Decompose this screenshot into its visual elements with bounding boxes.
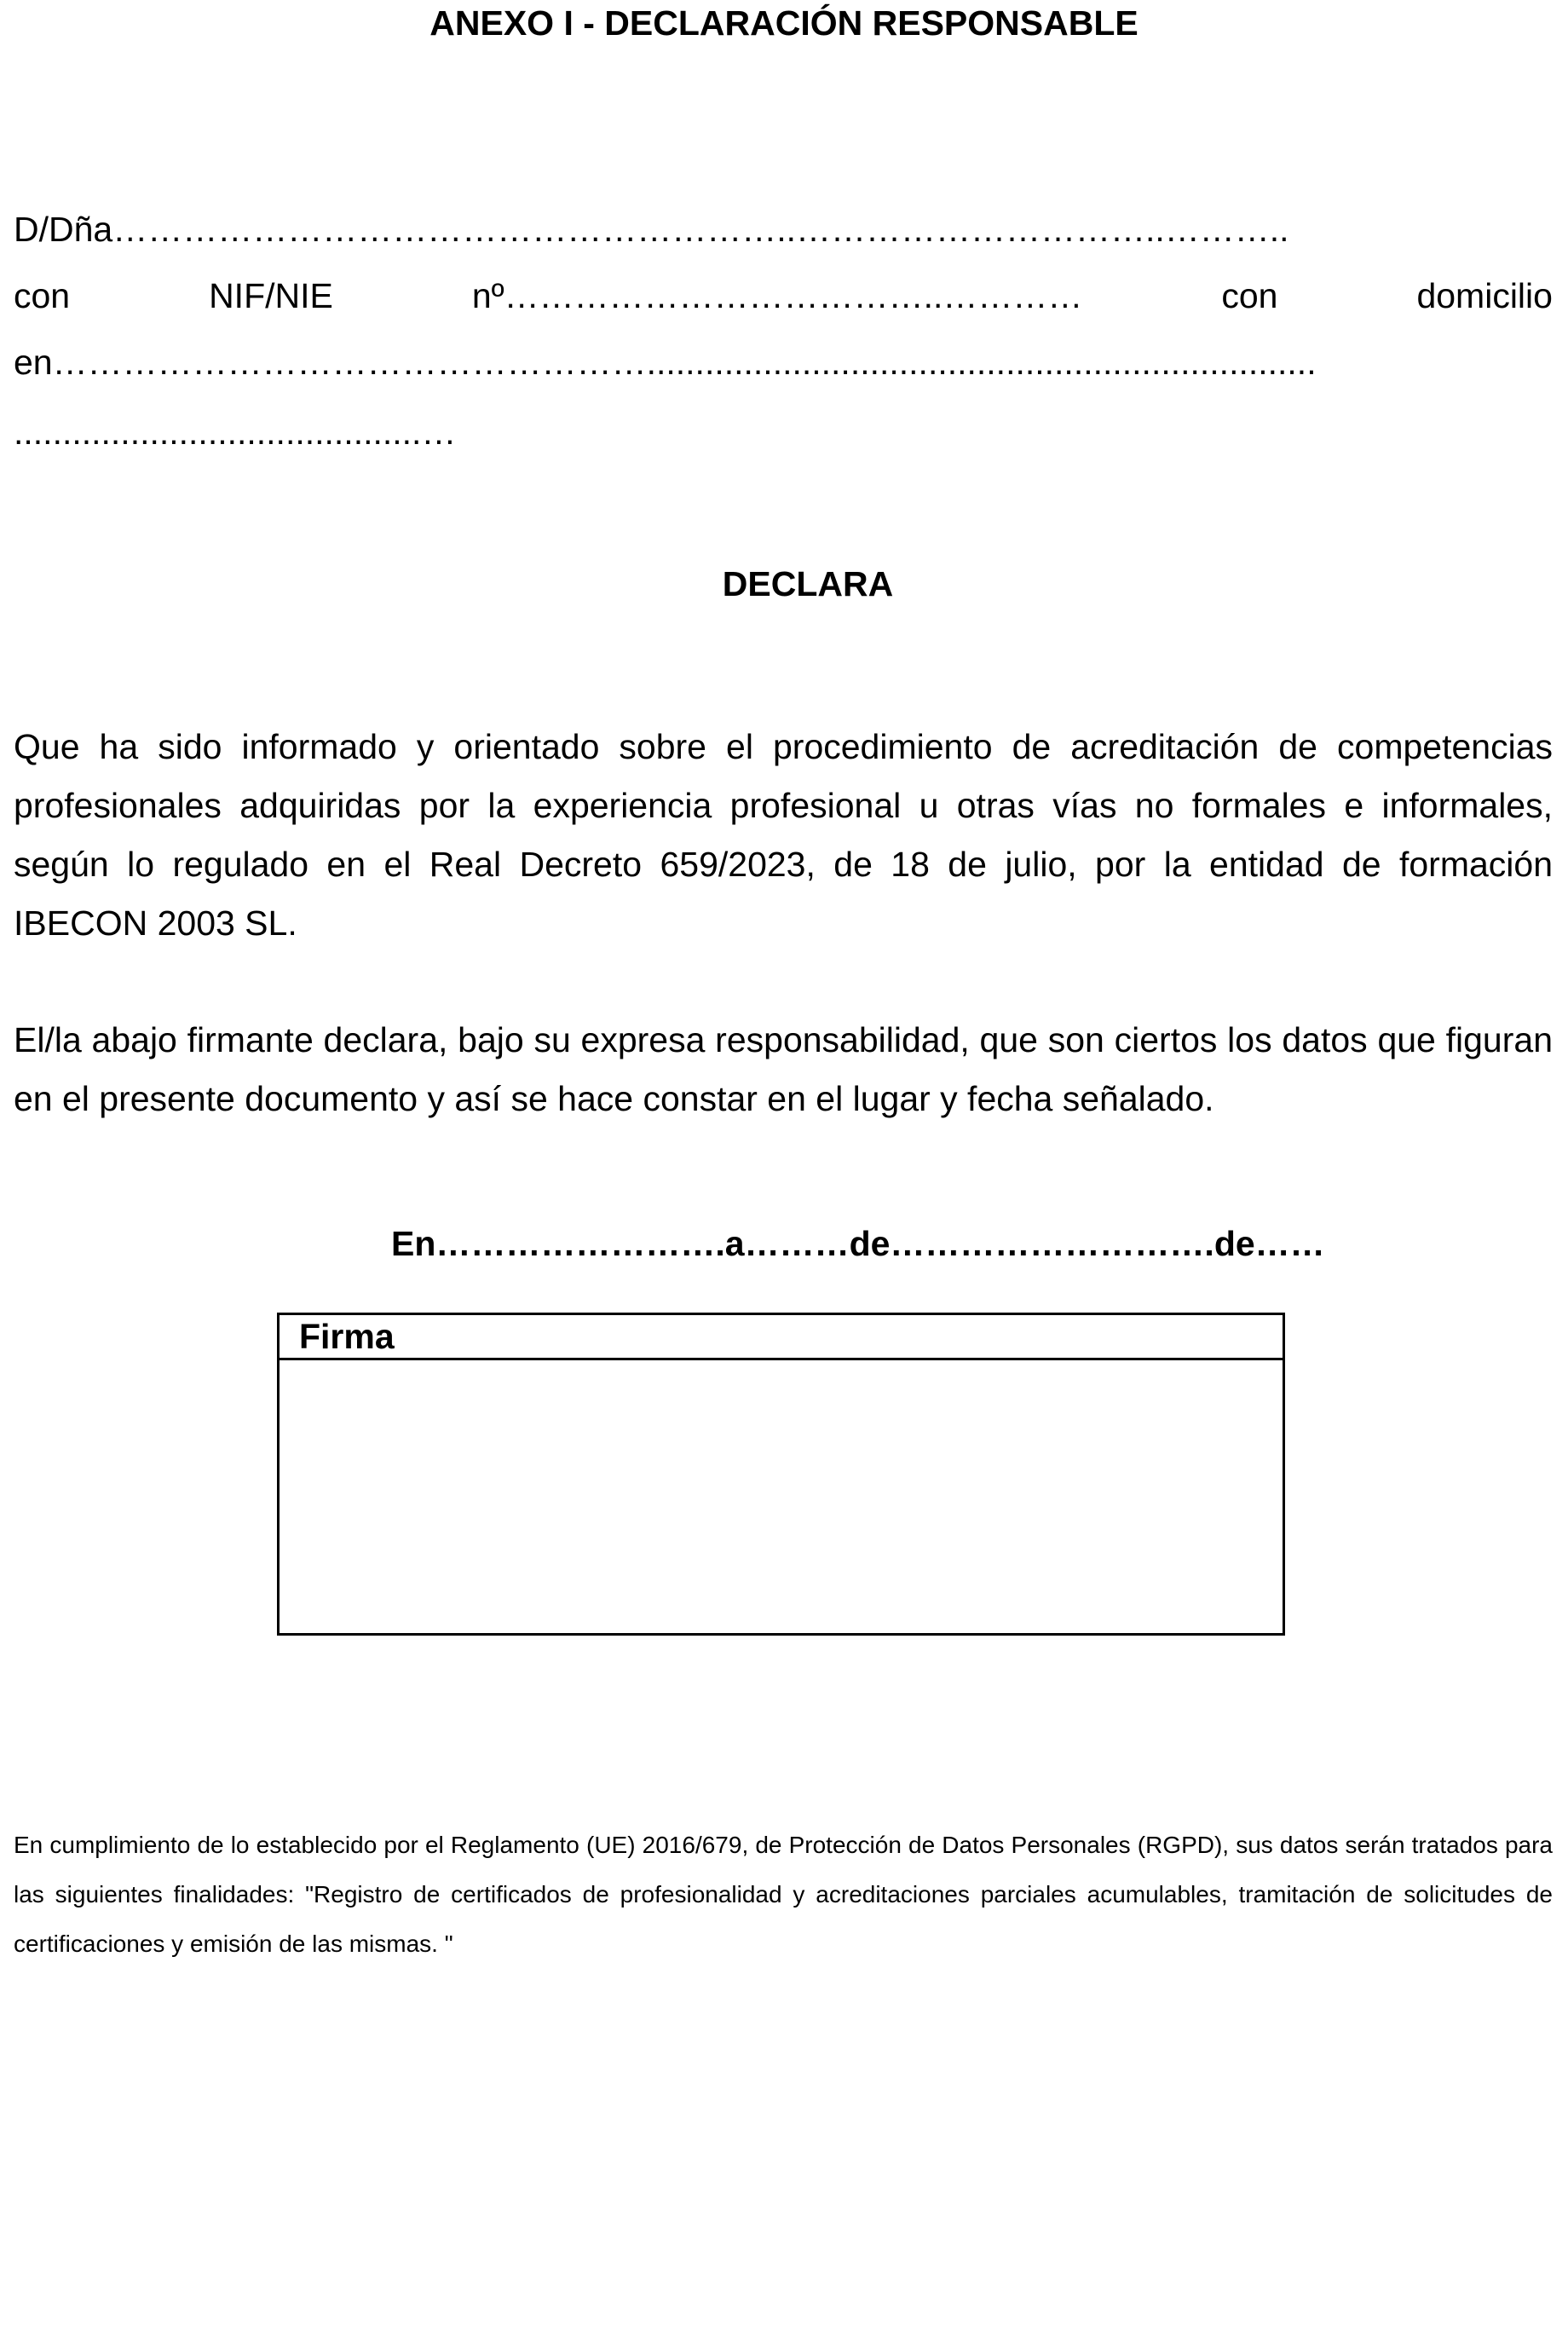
signature-box: [277, 1313, 1285, 1636]
domicilio-label: domicilio: [1416, 276, 1553, 315]
domicilio-field-continuation: ..........................................…: [14, 413, 457, 452]
paragraph-informed: Que ha sido informado y orientado sobre el procedimiento de acreditación de competencias profesionales adquiridas por la experiencia profesional u otras vías no formales e informales, según lo regulado en el Real Decreto 659/2023, de 18 de julio, por la entidad de formación IBECON 2003 SL.: [14, 727, 1553, 943]
declara-heading: DECLARA: [722, 564, 894, 603]
domicilio-con-text: con: [1221, 276, 1278, 315]
document-title: ANEXO I - DECLARACIÓN RESPONSABLE: [429, 3, 1139, 43]
nif-number-field: nº………………………………..…………: [471, 276, 1083, 315]
place-date-line: En…………………….a………de……………………….de……: [391, 1224, 1325, 1263]
data-protection-notice: En cumplimiento de lo establecido por el Reglamento (UE) 2016/679, de Protección de Datos Personales (RGPD), sus datos serán tratados para las siguientes finalidades: "Registro de certificados de profesionalidad y acreditaciones parciales acumulables, tramitación de solicitudes de certificaciones y emisión de las mismas. ": [14, 1832, 1553, 1957]
paragraph-responsibility: El/la abajo firmante declara, bajo su expresa responsabilidad, que son ciertos los datos que figuran en el presente documento y así se hace constar en el lugar y fecha señalado.: [14, 1020, 1553, 1118]
nif-con-text: con: [14, 276, 71, 315]
nif-domicilio-line: [14, 276, 1553, 316]
signature-area: [280, 1360, 1283, 1633]
signature-label: Firma: [280, 1315, 1283, 1360]
nif-label: NIF/NIE: [209, 276, 333, 315]
name-field-line: D/Dña…………………………………………………..…………………………..………..: [14, 210, 1289, 249]
domicilio-field-line: en…………………………………………….....................................................................: [14, 343, 1317, 382]
